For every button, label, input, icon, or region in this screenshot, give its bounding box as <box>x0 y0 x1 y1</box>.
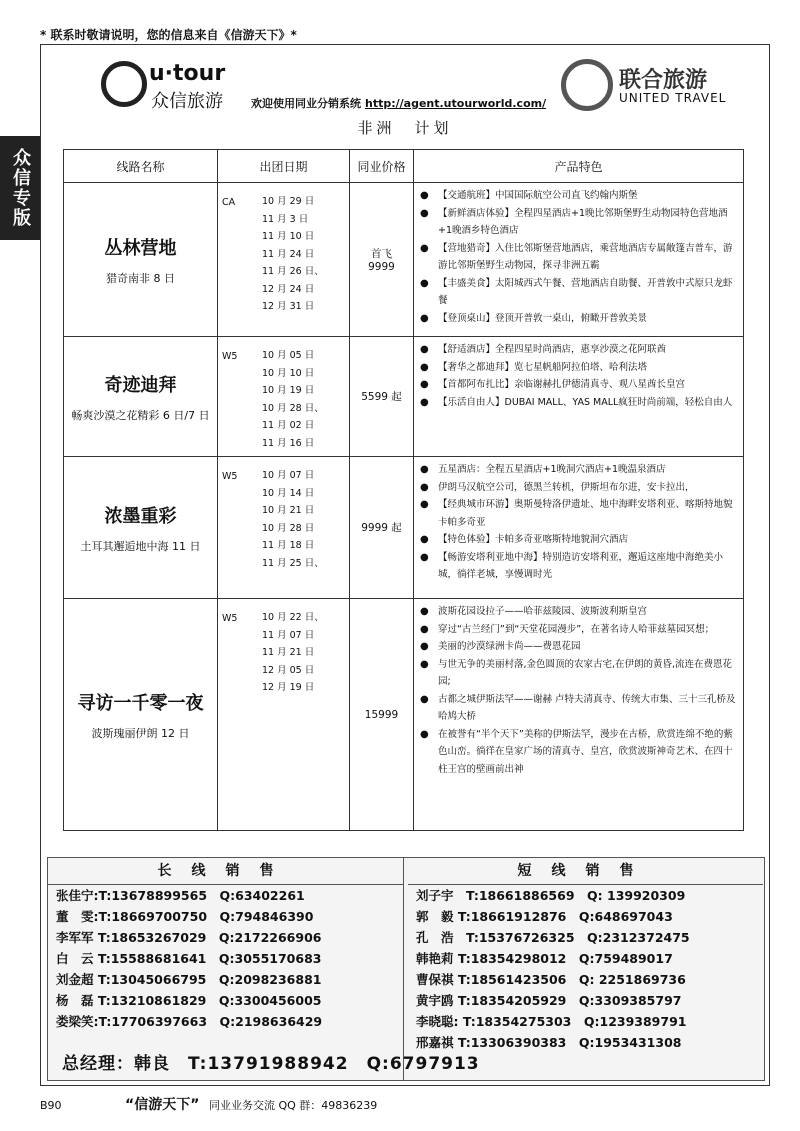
long-sales-title: 长线销售 <box>48 858 403 885</box>
features-cell <box>414 183 744 337</box>
feature-item: ● 【乐活自由人】DUBAI MALL、YAS MALL疯狂时尚前端，轻松自由人 <box>420 394 739 412</box>
united-logo-icon <box>561 59 613 111</box>
departure-date: 10 月 22 日、 <box>262 612 324 623</box>
agent-url-link[interactable]: http://agent.utourworld.com/ <box>365 97 547 110</box>
table-row <box>64 337 744 457</box>
price-value: 首飞 9999 <box>368 248 395 273</box>
utour-cn: 众信旅游 <box>151 91 223 112</box>
dates-cell <box>218 337 350 457</box>
route-name: 奇迹迪拜 <box>104 374 177 396</box>
page-number: B90 <box>40 1099 62 1112</box>
route-subtitle: 土耳其邂逅地中海 11 日 <box>80 539 201 553</box>
feature-item: ● 【畅游安塔利亚地中海】特别造访安塔利亚，邂逅这座地中海绝美小城，徜徉老城，享慢调时光 <box>420 549 739 584</box>
side-tab: 众信专版 <box>0 136 40 240</box>
features-cell <box>414 337 744 457</box>
dates-cell <box>218 183 350 337</box>
slogan-text: 欢迎使用同业分销系统 <box>251 97 361 110</box>
route-subtitle: 猎奇南非 8 日 <box>106 271 175 285</box>
top-note: * 联系时敬请说明，您的信息来自《信游天下》* <box>40 28 297 42</box>
col-header: 线路名称 <box>64 150 218 183</box>
departure-date: 11 月 18 日 <box>262 540 315 551</box>
utour-logo-icon <box>101 61 147 107</box>
col-header: 产品特色 <box>414 150 744 183</box>
departure-date: 10 月 29 日 <box>262 196 315 207</box>
feature-item: ● 伊朗马汉航空公司，德黑兰转机，伊斯坦布尔进，安卡拉出， <box>420 479 739 497</box>
price-cell <box>350 457 414 599</box>
departure-date: 10 月 14 日 <box>262 487 315 499</box>
page-frame <box>40 44 770 1086</box>
departure-date: 12 月 19 日 <box>262 682 315 693</box>
route-name: 寻访一千零一夜 <box>77 692 204 714</box>
feature-item: ● 五星酒店：全程五星酒店+1晚洞穴酒店+1晚温泉酒店 <box>420 461 739 479</box>
departure-date: 12 月 24 日 <box>262 283 315 295</box>
general-manager: 总经理：韩良 T:13791988942 Q:6797913 <box>62 1054 480 1074</box>
short-sales <box>408 858 763 1080</box>
sales-contact: 刘子宇 T:18661886569 Q: 139920309 <box>416 888 686 903</box>
footer <box>40 1094 377 1114</box>
feature-item: ● 古都之城伊斯法罕——谢赫 卢特夫清真寺、传统大市集、三十三孔桥及哈鸠大桥 <box>420 691 739 726</box>
feature-item: ● 与世无争的美丽村落,金色圆顶的农家古宅,在伊朗的黄昏,流连在费恩花园; <box>420 656 739 691</box>
route-subtitle: 畅爽沙漠之花精彩 6 日/7 日 <box>71 408 210 422</box>
departure-date: 11 月 24 日 <box>262 248 315 260</box>
table-header <box>64 150 744 183</box>
route-cell <box>64 599 218 831</box>
price-cell <box>350 337 414 457</box>
route-cell <box>64 457 218 599</box>
feature-item: ● 【新鲜酒店体验】全程四星酒店+1晚比邻斯堡野生动物园特色营地酒+1晚酒乡特色酒店 <box>420 205 739 240</box>
airline-code: CA <box>222 197 236 208</box>
route-name: 浓墨重彩 <box>104 505 177 527</box>
sales-contact: 李军军 T:18653267029 Q:2172266906 <box>56 930 322 945</box>
slogan <box>251 95 546 111</box>
sales-contact: 李晓聪: T:18354275303 Q:1239389791 <box>416 1014 687 1029</box>
sales-contact: 曹保祺 T:18561423506 Q: 2251869736 <box>416 972 686 987</box>
feature-item: ● 【经典城市环游】奥斯曼特洛伊遗址、地中海畔安塔利亚、喀斯特地貌卡帕多奇亚 <box>420 496 739 531</box>
sales-contact: 黄宇鸥 T:18354205929 Q:3309385797 <box>416 993 682 1008</box>
utour-brand: u·tour <box>149 61 226 86</box>
feature-item: ● 美丽的沙漠绿洲卡尚——费恩花园 <box>420 638 739 656</box>
page-title: 非洲 计划 <box>357 119 453 137</box>
departure-date: 10 月 07 日 <box>262 470 315 481</box>
long-sales <box>48 858 404 1080</box>
price-cell <box>350 183 414 337</box>
price-value: 15999 <box>364 708 399 721</box>
departure-date: 11 月 02 日 <box>262 420 315 431</box>
united-cn: 联合旅游 <box>619 68 708 93</box>
sales-contact: 白 云 T:15588681641 Q:3055170683 <box>56 951 322 966</box>
feature-item: ● 【营地猎奇】入住比邻斯堡营地酒店，乘营地酒店专属敞篷吉普车，游游比邻斯堡野生动物园，探寻非洲五霸 <box>420 240 739 275</box>
short-sales-title: 短线销售 <box>408 858 763 885</box>
features-cell <box>414 599 744 831</box>
sales-contact: 韩艳莉 T:18354298012 Q:759489017 <box>416 951 673 966</box>
feature-item: ● 【特色体验】卡帕多奇亚喀斯特地貌洞穴酒店 <box>420 531 739 549</box>
route-name: 丛林营地 <box>104 237 177 259</box>
features-cell <box>414 457 744 599</box>
airline-code: W5 <box>222 613 238 624</box>
col-header: 同业价格 <box>350 150 414 183</box>
airline-code: W5 <box>222 471 238 482</box>
sales-contact: 邢嘉祺 T:13306390383 Q:1953431308 <box>416 1035 682 1050</box>
footer-text: 同业业务交流 QQ 群：49836239 <box>208 1099 378 1112</box>
header <box>41 45 769 115</box>
sales-contact: 董 雯:T:18669700750 Q:794846390 <box>56 909 314 924</box>
airline-code: W5 <box>222 351 238 362</box>
route-cell <box>64 183 218 337</box>
feature-item: ● 【奢华之都迪拜】览七星帆船阿拉伯塔、哈利法塔 <box>420 359 739 377</box>
route-subtitle: 波斯瑰丽伊朗 12 日 <box>91 726 190 740</box>
departure-date: 10 月 21 日 <box>262 505 315 516</box>
departure-date: 11 月 07 日 <box>262 629 315 641</box>
departure-date: 11 月 21 日 <box>262 647 315 658</box>
united-travel-logo <box>561 59 761 111</box>
departure-date: 11 月 26 日、 <box>262 266 324 277</box>
sales-contact: 郭 毅 T:18661912876 Q:648697043 <box>416 909 673 924</box>
product-table <box>63 149 744 831</box>
route-cell <box>64 337 218 457</box>
united-en: UNITED TRAVEL <box>619 91 727 105</box>
feature-item: ● 【登顶桌山】登顶开普敦一桌山，俯瞰开普敦美景 <box>420 310 739 328</box>
table-row <box>64 457 744 599</box>
table-row <box>64 183 744 337</box>
price-cell <box>350 599 414 831</box>
sales-panel <box>47 857 765 1081</box>
sales-contact: 娄梁笑:T:17706397663 Q:2198636429 <box>56 1014 323 1029</box>
feature-item: ● 波斯花园设拉子——哈菲兹陵园、波斯波利斯皇宫 <box>420 603 739 621</box>
feature-item: ● 【丰盛美食】太阳城西式午餐、营地酒店自助餐、开普敦中式原只龙虾餐 <box>420 275 739 310</box>
sales-contact: 张佳宁:T:13678899565 Q:63402261 <box>56 888 305 903</box>
departure-date: 12 月 05 日 <box>262 664 315 676</box>
departure-date: 10 月 05 日 <box>262 350 315 361</box>
price-value: 9999 起 <box>361 522 402 534</box>
departure-date: 11 月 10 日 <box>262 231 315 242</box>
departure-date: 11 月 3 日 <box>262 213 309 225</box>
dates-cell <box>218 457 350 599</box>
sales-contact: 孔 浩 T:15376726325 Q:2312372475 <box>416 930 690 945</box>
feature-item: ● 【舒适酒店】全程四星时尚酒店，惠享沙漠之花阿联酋 <box>420 341 739 359</box>
dates-cell <box>218 599 350 831</box>
departure-date: 10 月 28 日 <box>262 522 315 534</box>
departure-date: 10 月 28 日、 <box>262 402 324 414</box>
departure-date: 12 月 31 日 <box>262 301 315 312</box>
departure-date: 10 月 19 日 <box>262 385 315 396</box>
feature-item: ● 穿过“古兰经门”到“天堂花园漫步”，在著名诗人哈菲兹墓园冥想； <box>420 621 739 639</box>
feature-item: ● 【交通航班】中国国际航空公司直飞约翰内斯堡 <box>420 187 739 205</box>
sales-contact: 杨 磊 T:13210861829 Q:3300456005 <box>56 993 322 1008</box>
footer-brand: “信游天下” <box>125 1097 200 1113</box>
departure-date: 10 月 10 日 <box>262 367 315 379</box>
feature-item: ● 在被誉有“半个天下”美称的伊斯法罕，漫步在古桥，欣赏连绵不绝的紫色山峦。徜徉在皇家广场的清真寺、皇宫，欣赏波斯神奇艺术、在四十柱王宫的壁画前出神 <box>420 726 739 779</box>
sales-contact: 刘金超 T:13045066795 Q:2098236881 <box>56 972 322 987</box>
feature-item: ● 【首都阿布扎比】亲临谢赫扎伊德清真寺、观八星酋长皇宫 <box>420 376 739 394</box>
table-row <box>64 599 744 831</box>
col-header: 出团日期 <box>218 150 350 183</box>
departure-date: 11 月 16 日 <box>262 437 315 449</box>
departure-date: 11 月 25 日、 <box>262 557 324 569</box>
price-value: 5599 起 <box>361 391 402 403</box>
